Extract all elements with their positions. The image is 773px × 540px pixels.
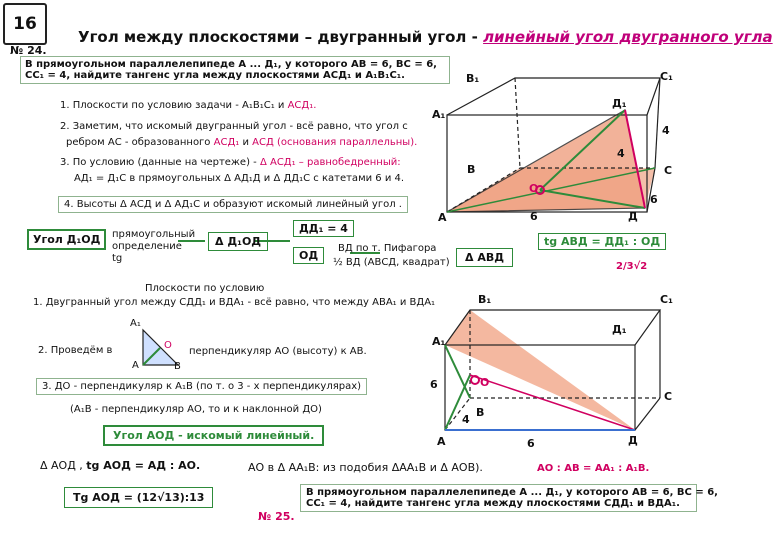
fig1-label-d: Д — [628, 210, 638, 223]
small-label-a: А — [132, 360, 139, 371]
problem-24-statement — [20, 56, 450, 84]
p24-step1 — [60, 100, 316, 111]
fig1-label-b: В — [467, 163, 476, 176]
problem-25-number: № 25. — [258, 510, 295, 523]
dd1-value: ДД₁ = 4 — [293, 220, 354, 237]
fig1-four-mid: 4 — [617, 147, 625, 160]
fig2-six-left: 6 — [430, 378, 438, 391]
figure-1 — [447, 78, 660, 212]
p24-step3-isosceles: Δ АСД₁ – равнобедренный: — [259, 157, 401, 168]
od-note-1: ВД по т. Пифагора — [338, 243, 437, 254]
fig1-six-right: 6 — [650, 193, 658, 206]
title-highlight: линейный угол двугранного угла — [483, 28, 773, 46]
p24-step3-line2: АД₁ = Д₁С в прямоугольных Δ АД₁Д и Δ ДД₁С с катетами 6 и 4. — [74, 173, 405, 184]
p25-step2-perp: перпендикуляр АО (высоту) к АВ. — [189, 346, 367, 357]
od-note-2: ½ ВД (АВСД, квадрат) — [333, 257, 450, 268]
fig2-label-a: А — [437, 435, 446, 448]
p25-tg-line — [40, 459, 200, 472]
slide-number: 16 — [3, 3, 47, 45]
fig1-label-o: О — [529, 182, 539, 195]
fig1-label-a: А — [438, 211, 447, 224]
p25-step2-text: 2. Проведём в — [38, 345, 113, 356]
p24-step2-line2 — [66, 137, 417, 148]
fig2-label-d: Д — [628, 434, 638, 447]
small-label-b: В — [174, 361, 181, 372]
p25-ao-ratio: АО : АВ = АА₁ : А₁В. — [537, 463, 650, 474]
p25-step1: 1. Двугранный угол между СДД₁ и ВДА₁ - всё равно, что между АВА₁ и ВДА₁ — [33, 297, 436, 308]
rect-definition: прямоугольный определение tg — [112, 229, 196, 264]
fig1-label-b1: В₁ — [466, 72, 480, 85]
fig1-label-a1: А₁ — [432, 108, 446, 121]
p25-tg-aod: tg АОД = АД : АО. — [86, 459, 201, 472]
answer-24: 2/3√2 — [616, 261, 648, 272]
p24-step1-text: 1. Плоскости по условию задачи - А₁В₁С₁ и — [60, 100, 285, 111]
fig2-label-c1: С₁ — [660, 293, 673, 306]
tg-abd: tg АВД = ДД₁ : ОД — [538, 233, 666, 250]
p24-step2-plane1: АСД₁ — [213, 137, 240, 148]
fig2-label-b1: В₁ — [478, 293, 492, 306]
small-label-o: О — [164, 340, 172, 351]
problem-24-number: № 24. — [10, 44, 47, 57]
fig1-label-c: С — [664, 164, 673, 177]
p25-tg-answer: Tg АОД = (12√13):13 — [64, 487, 213, 508]
fig1-six-bottom: 6 — [530, 210, 538, 223]
triangle-d1od: Δ Д₁ОД — [208, 232, 268, 251]
fig1-label-c1: С₁ — [660, 70, 673, 83]
small-label-a1: А₁ — [130, 318, 141, 329]
p24-step2-and: и — [242, 137, 249, 148]
page-title — [78, 28, 773, 46]
aod-label: Угол АОД - искомый линейный. — [103, 425, 324, 446]
fig2-label-b: В — [476, 406, 485, 419]
triangle-abd: Δ АВД — [456, 248, 513, 267]
problem-25-line2: СС₁ = 4, найдите тангенс угла между плоскостями СДД₁ и ВДА₁. — [306, 498, 680, 509]
p25-planes-label: Плоскости по условию — [145, 283, 265, 294]
p24-step2-plane2: АСД (основания параллельны). — [252, 137, 418, 148]
problem-25-statement — [300, 484, 718, 512]
p24-step1-plane: АСД₁. — [287, 100, 317, 111]
p24-step2-line1: 2. Заметим, что искомый двугранный угол - всё равно, что угол с — [60, 121, 408, 132]
fig1-four-top: 4 — [662, 124, 670, 137]
p24-step4: 4. Высоты Δ АСД и Δ АД₁С и образуют искомый линейный угол . — [58, 196, 408, 213]
fig2-four: 4 — [462, 413, 470, 426]
p24-step3-line1 — [60, 157, 401, 168]
p25-step3: 3. ДО - перпендикуляр к А₁В (по т. о 3 - х перпендикулярах) — [36, 378, 367, 395]
angle-label: Угол Д₁ОД — [27, 229, 106, 250]
problem-24-line2: СС₁ = 4, найдите тангенс угла между плоскостями АСД₁ и А₁В₁С₁. — [25, 70, 405, 81]
fig1-label-d1: Д₁ — [612, 97, 627, 110]
fig2-six-bottom: 6 — [527, 437, 535, 450]
title-main: Угол между плоскостями – двугранный угол - — [78, 28, 478, 46]
p25-step3b: (А₁В - перпендикуляр АО, то и к наклонной ДО) — [70, 404, 322, 415]
problem-25-line1: В прямоугольном параллелепипеде А ... Д₁, у которого АВ = 6, ВС = 6, — [306, 487, 718, 498]
p25-tg-aod-tri: Δ АОД , — [40, 459, 83, 472]
p24-step2-text: ребром АС - образованного — [66, 137, 211, 148]
problem-24-line1: В прямоугольном параллелепипеде А ... Д₁, у которого АВ = 6, ВС = 6, — [25, 59, 437, 70]
od-label: ОД — [293, 247, 324, 264]
p24-step3-text: 3. По условию (данные на чертеже) - — [60, 157, 257, 168]
fig2-label-o: О — [480, 376, 490, 389]
p25-ao-line: АО в Δ АА₁В: из подобия ΔАА₁В и Δ АОВ). — [248, 461, 483, 474]
fig2-label-d1: Д₁ — [612, 323, 627, 336]
fig2-label-c: С — [664, 390, 673, 403]
fig2-label-a1: А₁ — [432, 335, 446, 348]
small-triangle — [143, 330, 178, 365]
